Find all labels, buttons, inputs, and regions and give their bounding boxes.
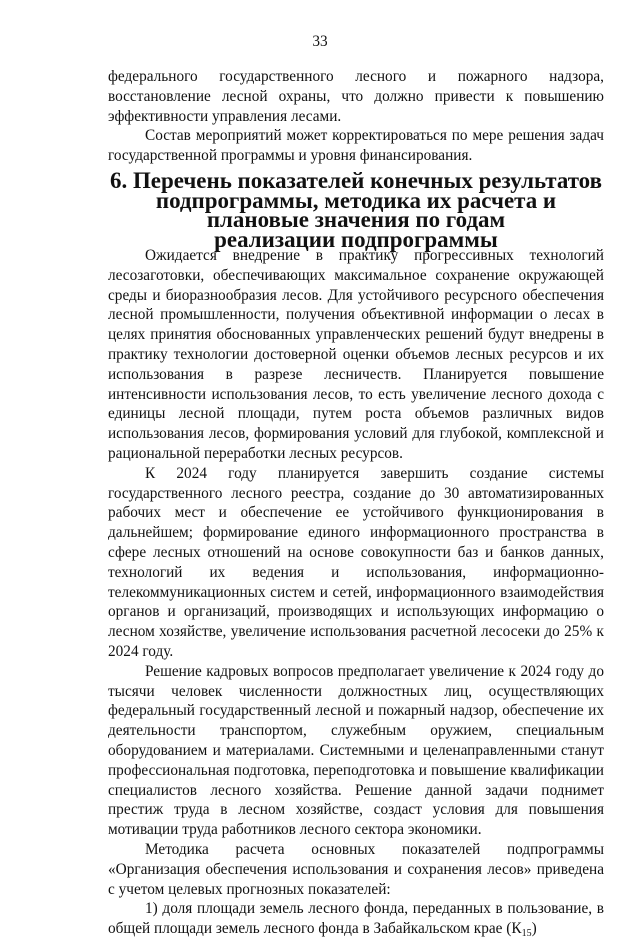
- closing-parenthesis: ): [531, 920, 537, 938]
- section-heading-line: подпрограммы, методика их расчета и плановые значения по годам: [155, 187, 557, 232]
- subscript-index: 15: [521, 928, 532, 939]
- paragraph: Методика расчета основных показателей подпрограммы «Организация обеспечения использования и сохранения лесов» приведена с учетом целевых прогнозных показателей:: [108, 840, 604, 898]
- paragraph: К 2024 году планируется завершить создание системы государственного лесного реестра, создание до 30 автоматизированных рабочих мест и обеспечение ее устойчивого функционирования в дальнейшем; формирование единого информационного пространства в сфере лесных отношений на основе совокупности баз и банков данных, технологий их ведения и использования, информационно-телекоммуникационных систем и сетей, информационного взаимодействия органов и организаций, производящих и использующих информацию о лесном хозяйстве, увеличение использования расчетной лесосеки до 25% к 2024 году.: [108, 464, 604, 660]
- paragraph: Решение кадровых вопросов предполагает увеличение к 2024 году до тысячи человек численности должностных лиц, осуществляющих федеральный государственный лесной и пожарный надзор, обеспечение их деятельности транспортом, служебным оружием, специальным оборудованием и материалами. Системными и целенаправленными станут профессиональная подготовка, переподготовка и повышение квалификации специалистов лесного хозяйства. Решение данной задачи поднимет престиж труда в лесном хозяйстве, создаст условия для повышения мотивации труда работников лесного сектора экономики.: [108, 662, 604, 839]
- paragraph: Состав мероприятий может корректироваться по мере решения задач государственной программы и уровня финансирования.: [108, 127, 604, 165]
- list-item-text: 1) доля площади земель лесного фонда, переданных в пользование, в общей площади земель лесного фонда в Забайкальском крае (К: [108, 900, 604, 938]
- section-heading-line: 6. Перечень показателей конечных результатов: [110, 168, 602, 193]
- paragraph: федерального государственного лесного и пожарного надзора, восстановление лесной охраны, что должно привести к повышению эффективности управления лесами.: [108, 68, 604, 125]
- section-body: [108, 246, 604, 939]
- section-heading: [108, 168, 604, 252]
- page-number: 33: [312, 33, 328, 50]
- section-heading-line: реализации подпрограммы: [214, 226, 498, 252]
- paragraph-list-item: [108, 899, 604, 939]
- paragraph: Ожидается внедрение в практику прогрессивных технологий лесозаготовки, обеспечивающих максимальное сохранение окружающей среды и биоразнообразия лесов. Для устойчивого ресурсного обеспечения лесной промышленности, получения объективной информации о лесах в целях принятия обоснованных управленческих решений будут внедрены в практику технологии достоверной оценки объемов лесных ресурсов и их использования в разрезе лесничеств. Планируется повышение интенсивности использования лесов, то есть увеличение лесного дохода с единицы лесной площади, путем роста объемов различных видов использования лесов, формирования условий для глубокой, комплексной и рациональной переработки лесных ресурсов.: [108, 247, 604, 462]
- intro-block: [108, 67, 604, 166]
